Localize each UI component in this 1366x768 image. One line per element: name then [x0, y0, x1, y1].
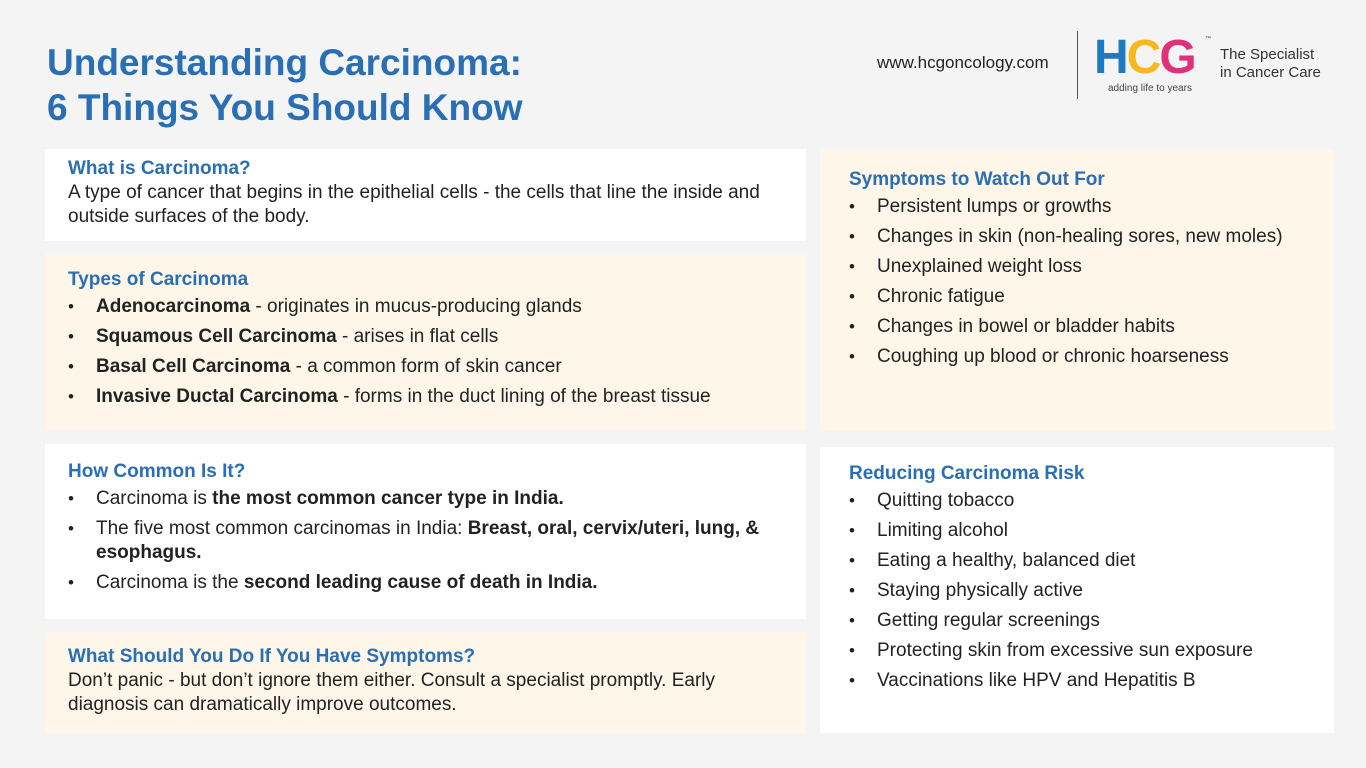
item-bold: Squamous Cell Carcinoma [96, 326, 337, 347]
website-link[interactable]: www.hcgoncology.com [877, 53, 1049, 72]
specialist-line-1: The Specialist [1220, 46, 1315, 63]
item-bold: the most common cancer type in India. [212, 488, 564, 509]
logo-letter-g: G [1159, 31, 1195, 84]
list-item: • Coughing up blood or chronic hoarseness [849, 345, 1312, 369]
logo-tagline: adding life to years [1108, 83, 1192, 94]
list-item [68, 355, 784, 379]
card-heading: Types of Carcinoma [68, 269, 249, 290]
list-item: • Quitting tobacco [849, 489, 1312, 513]
list-item: • Chronic fatigue [849, 285, 1312, 309]
logo-wordmark [1094, 31, 1210, 84]
item-text: - a common form of skin cancer [290, 356, 562, 377]
hcg-logo [1094, 31, 1211, 96]
list-item: • Vaccinations like HPV and Hepatitis B [849, 669, 1312, 693]
item-bold: Basal Cell Carcinoma [96, 356, 291, 377]
list-item [68, 487, 784, 511]
item-text: Carcinoma is [96, 488, 213, 509]
item-bold: Invasive Ductal Carcinoma [96, 386, 338, 407]
list-item: • Staying physically active [849, 579, 1312, 603]
card-heading: Symptoms to Watch Out For [849, 169, 1105, 190]
list-item: • Changes in skin (non-healing sores, new moles) [849, 225, 1312, 249]
list-item: • Getting regular screenings [849, 609, 1312, 633]
how-common-list [68, 487, 784, 595]
item-text: - forms in the duct lining of the breast tissue [337, 386, 711, 407]
logo-letter-c: C [1126, 31, 1160, 84]
card-heading: What Should You Do If You Have Symptoms? [68, 646, 476, 667]
card-heading: Reducing Carcinoma Risk [849, 463, 1085, 484]
item-bold: second leading cause of death in India. [243, 572, 598, 593]
list-item [68, 517, 784, 565]
specialist-tagline [1220, 46, 1321, 82]
logo-trademark: ™ [1205, 36, 1211, 42]
list-item: • Unexplained weight loss [849, 255, 1312, 279]
header-divider [1077, 31, 1078, 99]
item-text: - originates in mucus-producing glands [250, 296, 582, 317]
list-item: • Eating a healthy, balanced diet [849, 549, 1312, 573]
types-list [68, 295, 784, 409]
card-types-of-carcinoma [45, 254, 806, 430]
card-heading: What is Carcinoma? [68, 158, 251, 179]
list-item: • Protecting skin from excessive sun exposure [849, 639, 1312, 663]
card-body: Don’t panic - but don’t ignore them either. Consult a specialist promptly. Early diagnosis can dramatically improve outcomes. [68, 670, 716, 715]
symptoms-list [849, 195, 1312, 369]
item-bold: Adenocarcinoma [96, 296, 251, 317]
item-bold: Breast, oral, cervix/uteri, lung, & esophagus. [96, 518, 760, 563]
title-line-2: 6 Things You Should Know [47, 87, 523, 128]
list-item: • Limiting alcohol [849, 519, 1312, 543]
list-item [68, 571, 784, 595]
list-item: • Persistent lumps or growths [849, 195, 1312, 219]
logo-letter-h: H [1094, 31, 1127, 84]
card-how-common [45, 444, 806, 619]
page-title [47, 40, 523, 130]
specialist-line-2: in Cancer Care [1220, 64, 1321, 81]
list-item [68, 295, 784, 319]
card-what-to-do [45, 632, 806, 733]
card-symptoms [820, 149, 1334, 431]
item-text: Carcinoma is the [96, 572, 244, 593]
item-text: The five most common carcinomas in India: [96, 518, 468, 539]
card-body: A type of cancer that begins in the epithelial cells - the cells that line the inside and outside surfaces of the body. [68, 182, 760, 227]
title-line-1: Understanding Carcinoma: [47, 42, 522, 83]
card-reducing-risk [820, 447, 1334, 733]
list-item [68, 325, 784, 349]
list-item: • Changes in bowel or bladder habits [849, 315, 1312, 339]
card-heading: How Common Is It? [68, 461, 246, 482]
card-what-is-carcinoma [45, 149, 806, 241]
risk-list [849, 489, 1312, 693]
list-item [68, 385, 784, 409]
item-text: - arises in flat cells [336, 326, 499, 347]
